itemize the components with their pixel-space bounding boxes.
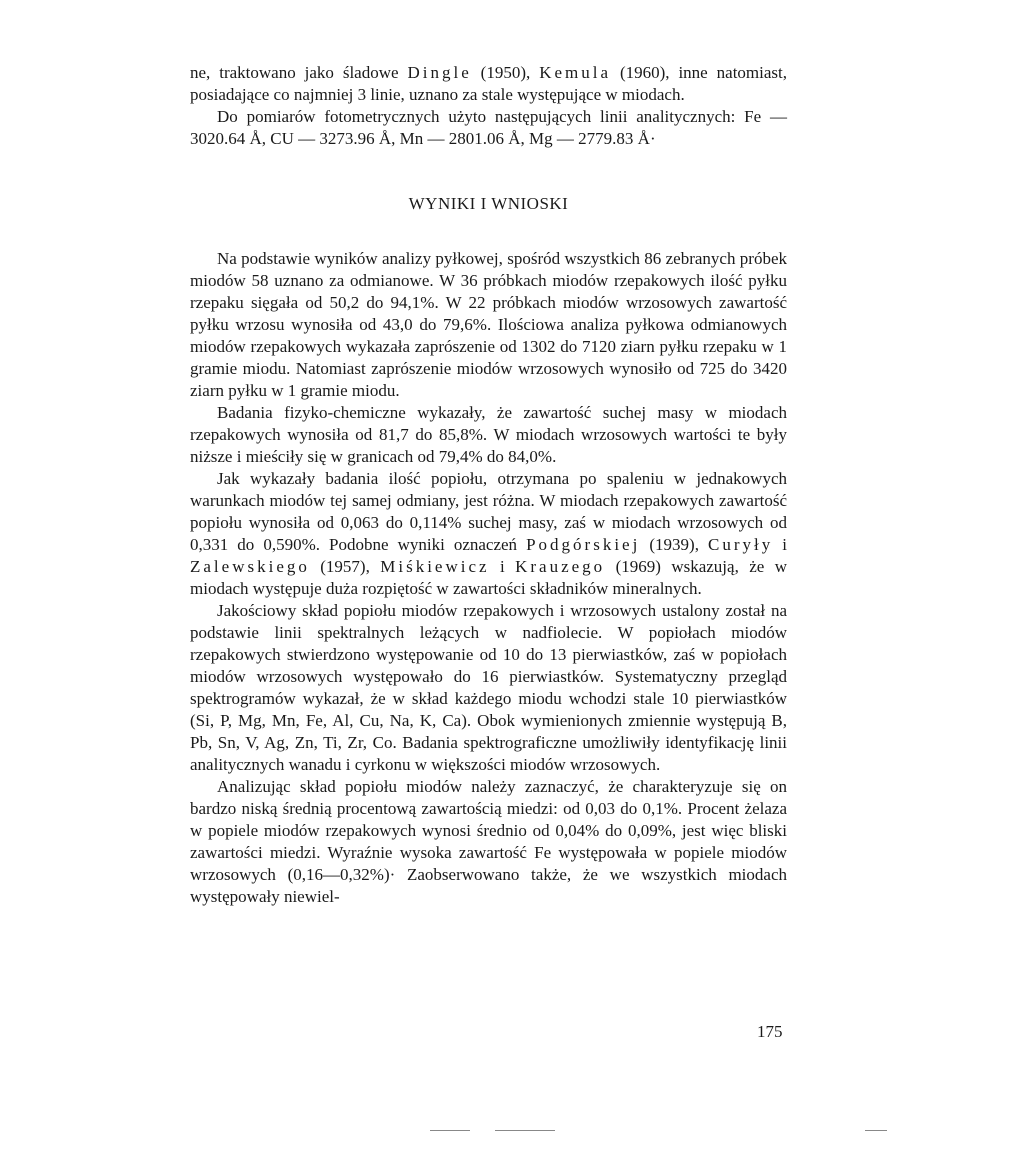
paragraph-copper-iron: Analizując skład popiołu miodów należy zaznaczyć, że charakteryzuje się on bardzo niską średnią procentową zawartością miedzi: od 0,03 do 0,1%. Procent żelaza w popiele miodów rzepakowych wynosi średnio od 0,04% do 0,09%, jest więc bliski zawartości miedzi. Wyraźnie wysoka zawartość Fe występowała w popiele miodów wrzosowych (0,16—0,32%)· Zaobserwowano także, że we wszystkich miodach występowały niewiel- [190, 777, 787, 906]
page-body [190, 62, 787, 908]
paragraph-ash: Jak wykazały badania ilość popiołu, otrzymana po spaleniu w jednakowych warunkach miodów tej samej odmiany, jest różna. W miodach rzepakowych zawartość popiołu wynosiła od 0,063 do 0,114% suchej masy, zaś w miodach wrzosowych od 0,331 do 0,590%. Podobne wyniki oznaczeń Podgórskiej (1939), Curyły i Zalewskiego (1957), Miśkiewicz i Krauzego (1969) wskazują, że w miodach występuje duża rozpiętość w zawartości składników mineralnych. [190, 469, 787, 598]
author-name: Kemula [539, 63, 612, 82]
author-name: Podgórskiej [526, 535, 641, 554]
paragraph-pollen: Na podstawie wyników analizy pyłkowej, spośród wszystkich 86 zebranych próbek miodów 58 uznano za odmianowe. W 36 próbkach miodów rzepakowych ilość pyłku rzepaku sięgała od 50,2 do 94,1%. W 22 próbkach miodów wrzosowych zawartość pyłku wrzosu wynosiła od 43,0 do 79,6%. Ilościowa analiza pyłkowa odmianowych miodów rzepakowych wykazała zaprószenie od 1302 do 7120 ziarn pyłku rzepaku w 1 gramie miodu. Natomiast zaprószenie miodów wrzosowych wynosiło od 725 do 3420 ziarn pyłku w 1 gramie miodu. [190, 249, 787, 400]
scan-mark [865, 1130, 887, 1131]
author-name: Curyły [707, 535, 774, 554]
paragraph-dry-mass: Badania fizyko-chemiczne wykazały, że zawartość suchej masy w miodach rzepakowych wynosiła od 81,7 do 85,8%. W miodach wrzosowych wartości te były niższe i mieściły się w granicach od 79,4% do 84,0%. [190, 403, 787, 466]
paragraph-spectral: Jakościowy skład popiołu miodów rzepakowych i wrzosowych ustalony został na podstawie linii spektralnych leżących w nadfiolecie. W popiołach miodów rzepakowych stwierdzono występowanie od 10 do 13 pierwiastków, zaś w popiołach miodów wrzosowych występowało do 16 pierwiastków. Systematyczny przegląd spektrogramów wykazał, że w skład każdego miodu wchodzi stale 10 pierwiastków (Si, P, Mg, Mn, Fe, Al, Cu, Na, K, Ca). Obok wymienionych zmiennie występują B, Pb, Sn, V, Ag, Zn, Ti, Zr, Co. Badania spektrograficzne umożliwiły identyfikację linii analitycznych wanadu i cyrkonu w większości miodów wrzosowych. [190, 601, 787, 774]
author-name: Zalewskiego [190, 557, 310, 576]
scan-mark [495, 1130, 555, 1131]
author-name: Dingle [407, 63, 472, 82]
page-number: 175 [757, 1022, 783, 1041]
paragraph-analytical-lines: Do pomiarów fotometrycznych użyto następujących linii analitycznych: Fe — 3020.64 Å, CU — 3273.96 Å, Mn — 2801.06 Å, Mg — 2779.83 Å· [190, 107, 787, 148]
paragraph-continued: ne, traktowano jako śladowe Dingle (1950), Kemula (1960), inne natomiast, posiadające co najmniej 3 linie, uznano za stale występujące w miodach. [190, 63, 787, 104]
author-name: Miśkiewicz [380, 557, 490, 576]
section-heading: WYNIKI I WNIOSKI [408, 194, 569, 213]
author-name: Krauzego [515, 557, 606, 576]
scan-mark [430, 1130, 470, 1131]
